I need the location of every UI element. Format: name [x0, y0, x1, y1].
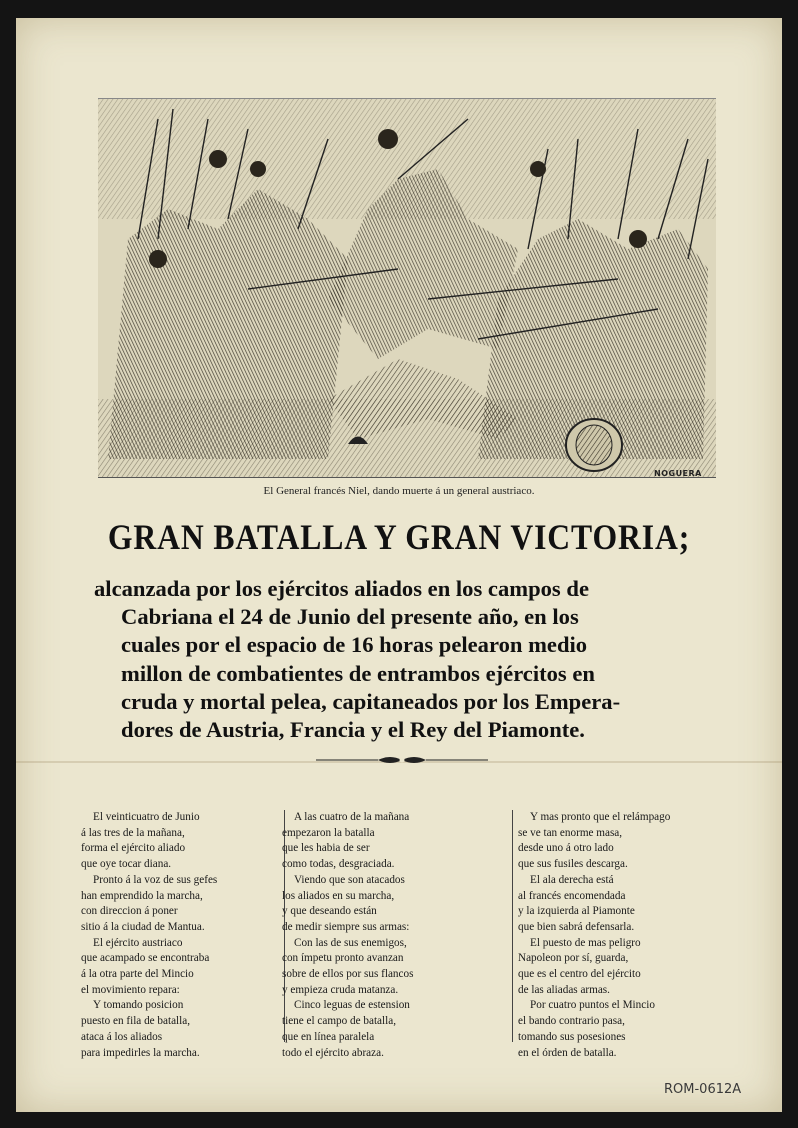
subtitle-line: cuales por el espacio de 16 horas pelearon medio [121, 632, 588, 658]
column-divider [512, 810, 513, 1042]
verse-line: todo el ejército abraza. [282, 1046, 384, 1059]
verse-line: como todas, desgraciada. [282, 858, 395, 871]
verse-line: empezaron la batalla [282, 826, 375, 839]
verse-line: han emprendido la marcha, [81, 889, 203, 902]
verse-line: que en línea paralela [282, 1030, 375, 1043]
verse-line: que les habia de ser [282, 842, 370, 855]
verse-line: con ímpetu pronto avanzan [282, 952, 404, 965]
verse-line: sitio á la ciudad de Mantua. [81, 920, 205, 933]
verse-column-2 [282, 810, 482, 1061]
verse-line: tiene el campo de batalla, [282, 1015, 396, 1028]
verse-line: Por cuatro puntos el Mincio [530, 999, 655, 1012]
engraving-drawing [98, 99, 716, 477]
illustration-caption: El General francés Niel, dando muerte á un general austriaco. [263, 485, 535, 497]
subtitle-line: Cabriana el 24 de Junio del presente año, en los [121, 604, 579, 630]
subtitle-line: millon de combatientes de entrambos ejércitos en [121, 660, 595, 686]
verse-line: y que deseando están [282, 905, 377, 918]
subtitle-line: alcanzada por los ejércitos aliados en los campos de [94, 576, 589, 601]
verse-line: que oye tocar diana. [81, 858, 172, 871]
verse-line: El ala derecha está [530, 873, 614, 886]
verse-line: sobre de ellos por sus flancos [282, 968, 414, 981]
verse-line: el movimiento repara: [81, 983, 180, 996]
verse-line: de medir siempre sus armas: [282, 920, 410, 933]
verse-line: forma el ejército aliado [81, 842, 186, 855]
verse-line: los aliados en su marcha, [282, 889, 395, 902]
verse-line: en el órden de batalla. [518, 1046, 617, 1059]
shelfmark-label: ROM-0612A [664, 1082, 742, 1097]
verse-line: y la izquierda al Piamonte [518, 905, 635, 918]
verse-line: desde uno á otro lado [518, 842, 614, 855]
verse-line: El puesto de mas peligro [530, 936, 641, 949]
verse-line: puesto en fila de batalla, [81, 1015, 191, 1028]
verse-line: que es el centro del ejército [518, 968, 641, 981]
verse-line: el bando contrario pasa, [518, 1015, 625, 1028]
verse-line: al francés encomendada [518, 889, 626, 902]
verse-column-3 [518, 810, 718, 1061]
verse-line: Con las de sus enemigos, [294, 936, 407, 949]
verse-line: Cinco leguas de estension [294, 999, 410, 1012]
verse-line: El veinticuatro de Junio [93, 811, 200, 823]
verse-line: á la otra parte del Mincio [81, 968, 194, 981]
battle-engraving [98, 98, 716, 478]
verse-line: Pronto á la voz de sus gefes [93, 873, 218, 886]
verse-line: que acampado se encontraba [81, 952, 210, 965]
engraver-signature: NOGUERA [654, 469, 702, 478]
verse-line: tomando sus posesiones [518, 1030, 626, 1043]
verse-line: para impedirles la marcha. [81, 1046, 200, 1059]
verse-line: y empieza cruda matanza. [282, 983, 399, 996]
verse-column-1 [81, 810, 281, 1061]
verse-line: á las tres de la mañana, [81, 826, 185, 839]
verse-line: A las cuatro de la mañana [294, 811, 410, 823]
subtitle-line: cruda y mortal pelea, capitaneados por los Empera- [121, 688, 621, 714]
ornament-divider [316, 754, 488, 766]
main-title: GRAN BATALLA Y GRAN VICTORIA; [107, 517, 691, 557]
verse-line: se ve tan enorme masa, [518, 826, 623, 839]
verse-line: Y mas pronto que el relámpago [530, 811, 671, 823]
verse-line: con direccion á poner [81, 905, 178, 918]
verse-line: Viendo que son atacados [294, 873, 405, 886]
verse-line: de las aliadas armas. [518, 983, 610, 996]
verse-line: Y tomando posicion [93, 999, 184, 1012]
subtitle-line: dores de Austria, Francia y el Rey del Piamonte. [121, 717, 585, 743]
subtitle [94, 575, 714, 744]
verse-line: que sus fusiles descarga. [518, 858, 628, 871]
broadside-sheet [16, 18, 782, 1112]
verse-line: que bien sabrá defensarla. [518, 920, 635, 933]
verse-line: El ejército austriaco [93, 936, 183, 949]
verse-line: Napoleon por sí, guarda, [518, 952, 629, 965]
verse-line: ataca á los aliados [81, 1030, 163, 1043]
